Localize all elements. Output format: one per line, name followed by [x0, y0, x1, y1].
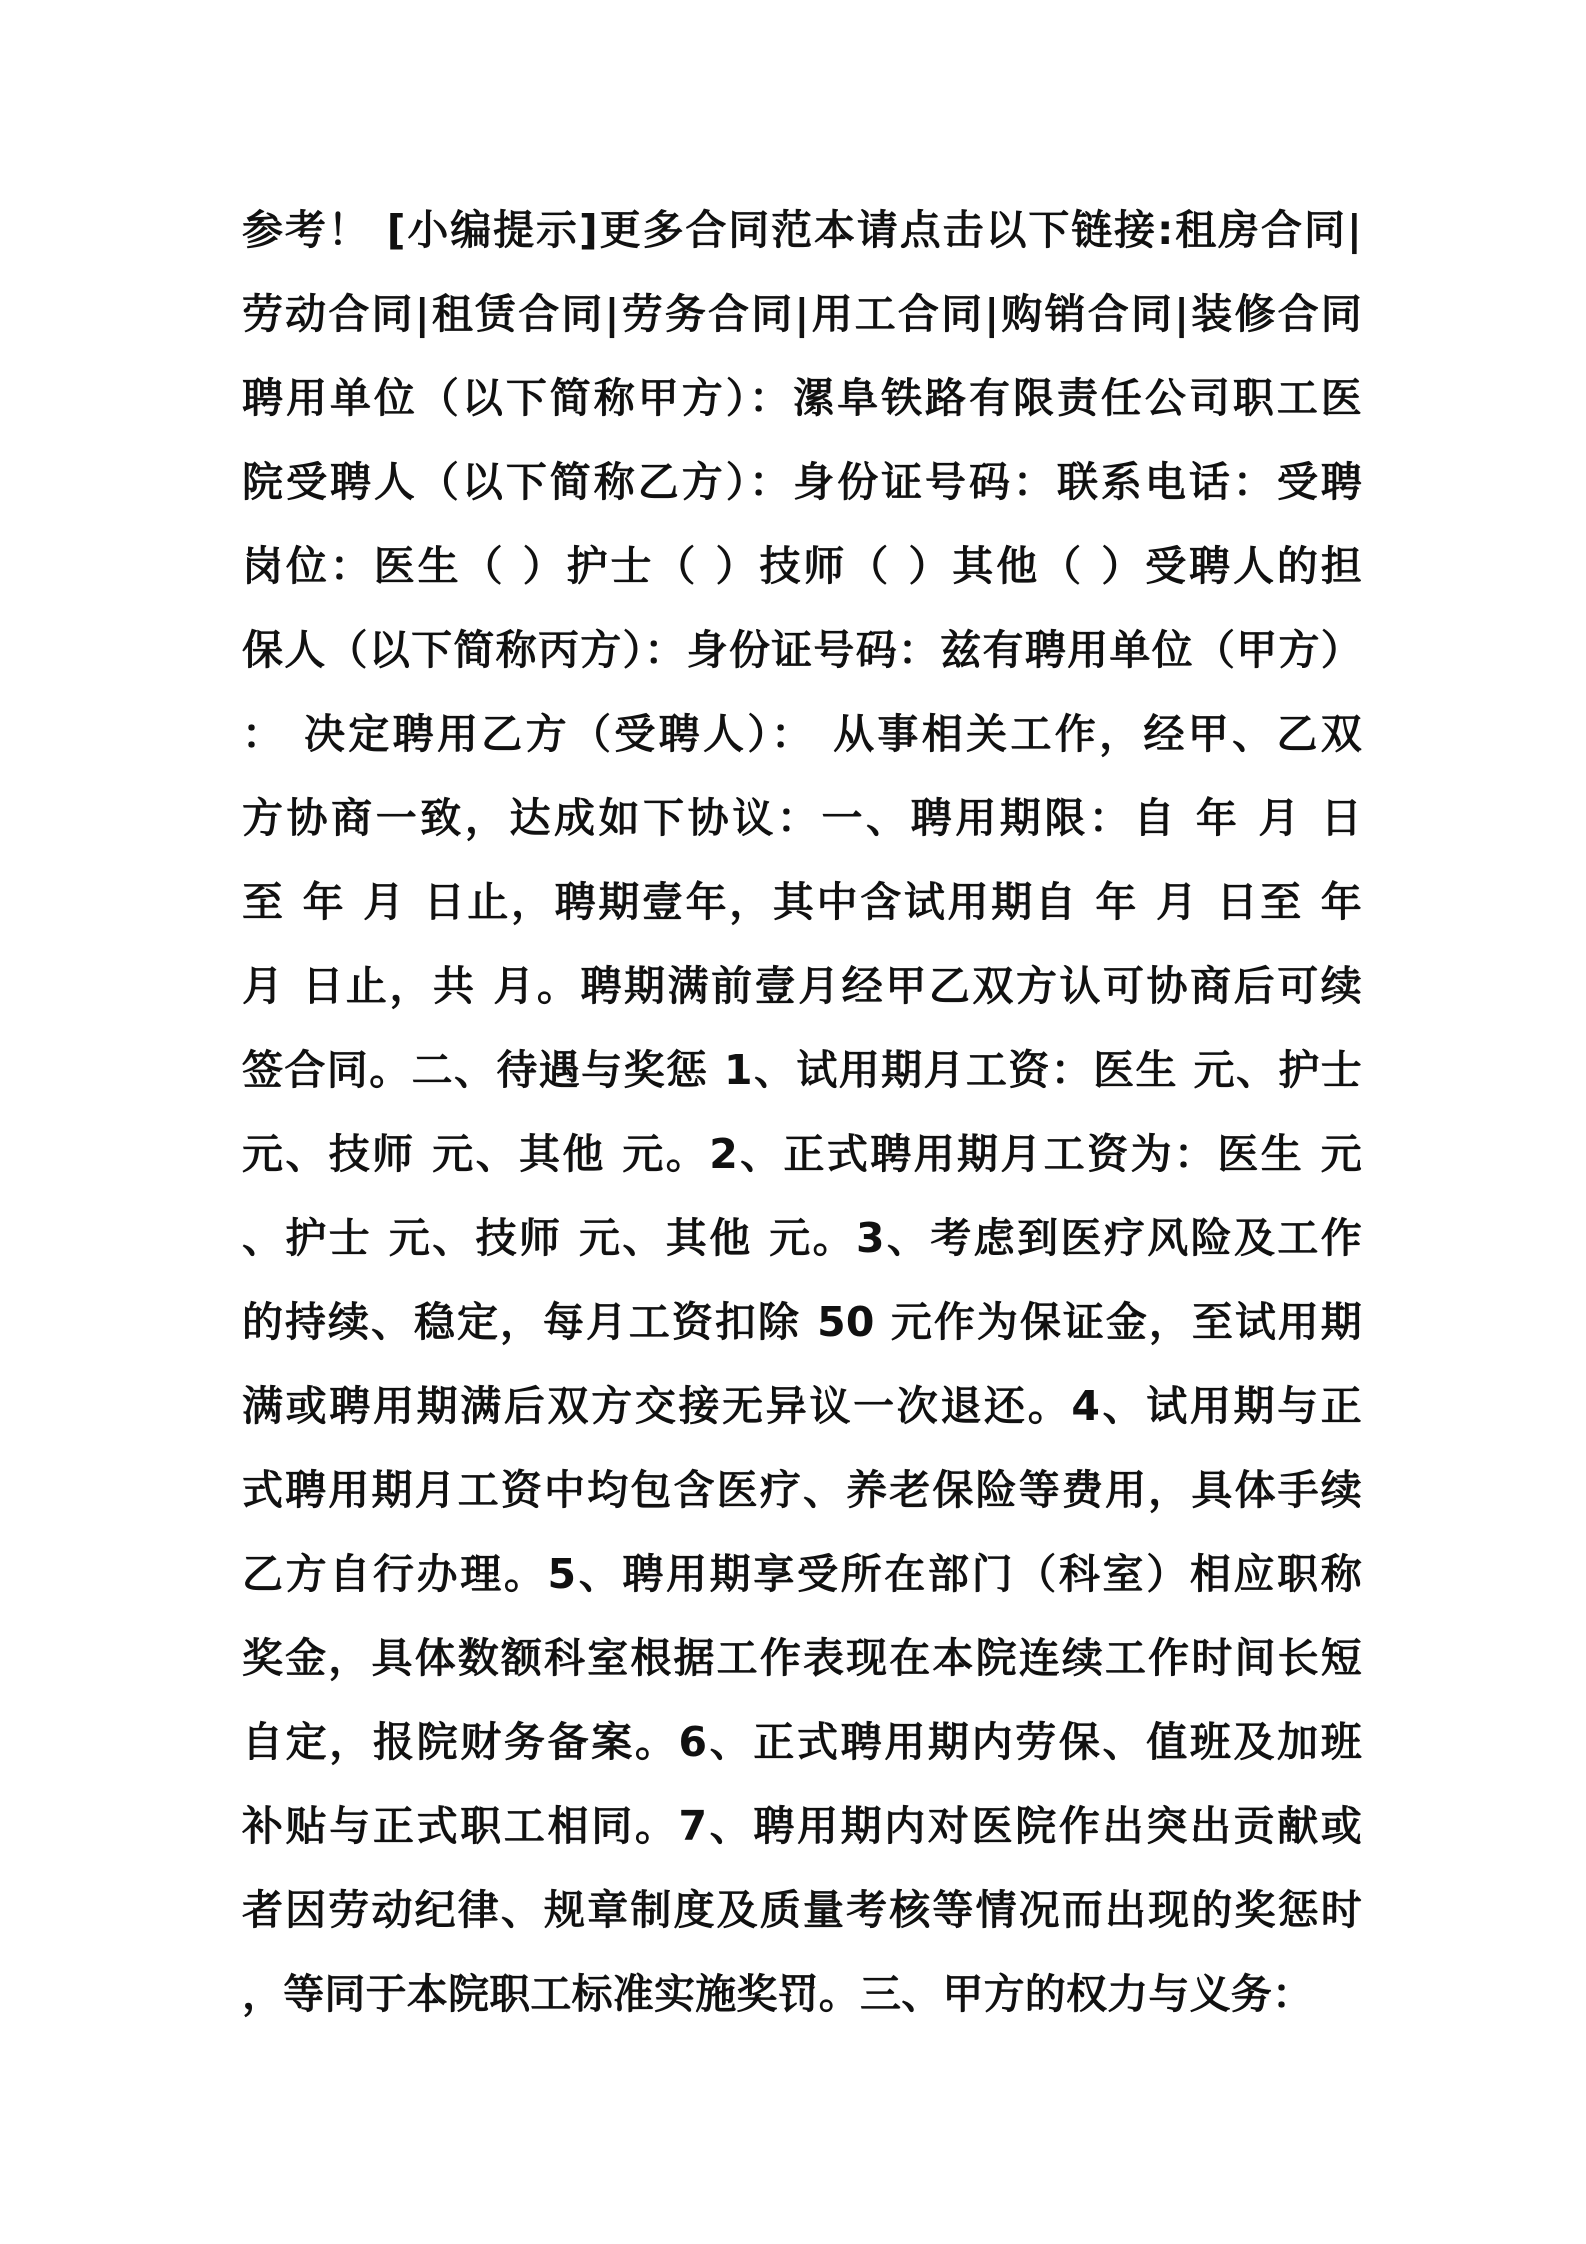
- text-line: 聘用单位（以下简称甲方）：漯阜铁路有限责任公司职工医: [242, 374, 1362, 422]
- text-line: 元、技师 元、其他 元。2、正式聘用期月工资为：医生 元: [242, 1130, 1362, 1178]
- text-line: 劳动合同|租赁合同|劳务合同|用工合同|购销合同|装修合同: [242, 290, 1362, 338]
- text-line: 参考！ [小编提示]更多合同范本请点击以下链接:租房合同|: [242, 206, 1362, 254]
- text-line: 满或聘用期满后双方交接无异议一次退还。4、试用期与正: [242, 1382, 1362, 1430]
- text-line: 保人（以下简称丙方）：身份证号码：兹有聘用单位（甲方）: [242, 626, 1362, 674]
- text-line: 、护士 元、技师 元、其他 元。3、考虑到医疗风险及工作: [242, 1214, 1362, 1262]
- text-line: ，等同于本院职工标准实施奖罚。三、甲方的权力与义务：: [242, 1970, 1314, 2018]
- text-line: 自定，报院财务备案。6、正式聘用期内劳保、值班及加班: [242, 1718, 1362, 1766]
- text-line: 至 年 月 日止，聘期壹年，其中含试用期自 年 月 日至 年: [242, 878, 1362, 926]
- text-line: 岗位：医生（ ）护士（ ）技师（ ）其他（ ）受聘人的担: [242, 542, 1362, 590]
- text-line: 者因劳动纪律、规章制度及质量考核等情况而出现的奖惩时: [242, 1886, 1362, 1934]
- text-line: ： 决定聘用乙方（受聘人）： 从事相关工作，经甲、乙双: [242, 710, 1362, 758]
- text-line: 院受聘人（以下简称乙方）：身份证号码：联系电话：受聘: [242, 458, 1362, 506]
- text-line: 乙方自行办理。5、聘用期享受所在部门（科室）相应职称: [242, 1550, 1362, 1598]
- text-line: 月 日止，共 月。聘期满前壹月经甲乙双方认可协商后可续: [242, 962, 1362, 1010]
- text-line: 方协商一致，达成如下协议：一、聘用期限：自 年 月 日: [242, 794, 1362, 842]
- contract-text-body: [242, 188, 1362, 2036]
- text-line: 的持续、稳定，每月工资扣除 50 元作为保证金，至试用期: [242, 1298, 1362, 1346]
- text-line: 签合同。二、待遇与奖惩 1、试用期月工资：医生 元、护士: [242, 1046, 1362, 1094]
- text-line: 式聘用期月工资中均包含医疗、养老保险等费用，具体手续: [242, 1466, 1362, 1514]
- text-line: 奖金，具体数额科室根据工作表现在本院连续工作时间长短: [242, 1634, 1362, 1682]
- text-line: 补贴与正式职工相同。7、聘用期内对医院作出突出贡献或: [242, 1802, 1362, 1850]
